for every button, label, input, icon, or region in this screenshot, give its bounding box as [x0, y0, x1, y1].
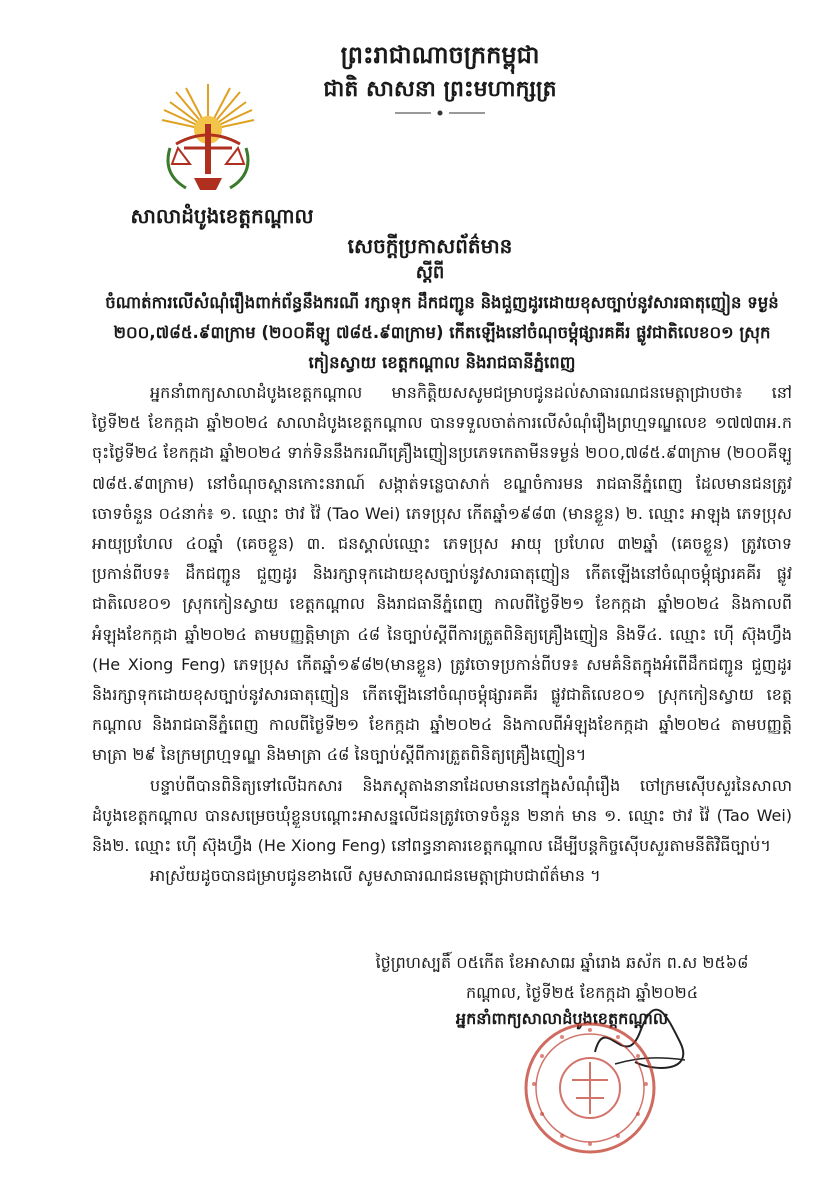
body-paragraph: អ្នកនាំពាក្យសាលាដំបូងខេត្តកណ្តាល មានកិត្តិយសសូមជម្រាបជូនដល់សាធារណជនមេត្តាជ្រាបថា៖ នៅថ្ងៃទី២៥ ខែកក្កដា ឆ្នាំ២០២៤ សាលាដំបូងខេត្តកណ្តាល បានទទួលចាត់ការលើសំណុំរឿងព្រហ្មទណ្ឌលេខ ១៧៧៣អ.ក ចុះថ្ងៃទី២៤ ខែកក្កដា ឆ្នាំ២០២៤ ទាក់ទិននឹងករណីគ្រឿងញៀនប្រភេទកេតាមីនទម្ងន់ ២០០,៧៨៥.៩៣ក្រាម (២០០គីឡូ ៧៨៥.៩៣ក្រាម) នៅចំណុចស្ពានកោះនរាណ៍ សង្កាត់ទន្លេបាសាក់ ខណ្ឌចំការមន រាជធានីភ្នំពេញ ដែលមានជនត្រូវចោទចំនួន ០៤នាក់៖ ១. ឈ្មោះ ថាវ វ៉ៃ (Tao Wei) ភេទប្រុស កើតឆ្នាំ១៩៨៣ (មានខ្លួន) ២. ឈ្មោះ អាឡុង ភេទប្រុស អាយុប្រហែល ៤០ឆ្នាំ (គេចខ្លួន) ៣. ជនស្គាល់ឈ្មោះ ភេទប្រុស អាយុ ប្រហែល ៣២ឆ្នាំ (គេចខ្លួន) ត្រូវចោទប្រកាន់ពីបទ៖ ដឹកជញ្ជូន ជួញដូរ និងរក្សាទុកដោយខុសច្បាប់នូវសារធាតុញៀន កើតឡើងនៅចំណុចម្តុំផ្សារគគីរ ផ្លូវជាតិលេខ០១ ស្រុកកៀនស្វាយ ខេត្តកណ្តាល និងរាជធានីភ្នំពេញ កាលពីថ្ងៃទី២១ ខែកក្កដា ឆ្នាំ២០២៤ និងកាលពីអំឡុងខែកក្កដា ឆ្នាំ២០២៤ តាមបញ្ញត្តិមាត្រា ៤៨ នៃច្បាប់ស្តីពីការត្រួតពិនិត្យគ្រឿងញៀន និងទី៤. ឈ្មោះ ហ៊ើ ស៊ុងហ្វឹង (He Xiong Feng) ភេទប្រុស កើតឆ្នាំ១៩៨២(មានខ្លួន) ត្រូវចោទប្រកាន់ពីបទ៖ សមគំនិតក្នុងអំពើដឹកជញ្ជូន ជួញដូរ និងរក្សាទុកដោយខុសច្បាប់នូវសារធាតុញៀន កើតឡើងនៅចំណុចម្តុំផ្សារគគីរ ផ្លូវជាតិលេខ០១ ស្រុកកៀនស្វាយ ខេត្តកណ្តាល និងរាជធានីភ្នំពេញ កាលពីថ្ងៃទី២១ ខែកក្កដា ឆ្នាំ២០២៤ និងកាលពីអំឡុងខែកក្កដា ឆ្នាំ២០២៤ តាមបញ្ញត្តិមាត្រា ២៩ នៃក្រមព្រហ្មទណ្ឌ និងមាត្រា ៤៨ នៃច្បាប់ស្តីពីការត្រួតពិនិត្យគ្រឿងញៀន។: [92, 383, 793, 765]
official-seal-icon: [520, 1018, 660, 1158]
document-subtitle: ស្តីពី: [415, 262, 445, 283]
body-paragraph: អាស្រ័យដូចបានជម្រាបជូនខាងលើ សូមសាធារណជនមេត្តាជ្រាបជាព័ត៌មាន ។: [150, 866, 601, 886]
date-place: កណ្តាល, ថ្ងៃទី២៥ ខែកក្កដា ឆ្នាំ២០២៤: [465, 983, 699, 1002]
issuing-court: សាលាដំបូងខេត្តកណ្តាល: [130, 204, 314, 228]
body-paragraph: បន្ទាប់ពីបានពិនិត្យទៅលើឯកសារ និងភស្តុតាងនានាដែលមាននៅក្នុងសំណុំរឿង ចៅក្រមស៊ើបសួរនៃសាលាដំបូងខេត្តកណ្តាល បានសម្រេចឃុំខ្លួនបណ្តោះអាសន្នលើជនត្រូវចោទចំនួន ២នាក់ មាន ១. ឈ្មោះ ថាវ វ៉ៃ (Tao Wei) និង២. ឈ្មោះ ហ៊ើ ស៊ុងហ្វឹង (He Xiong Feng) នៅពន្ធនាគារខេត្តកណ្តាល ដើម្បីបន្តកិច្ចស៊ើបសួរតាមនីតិវិធីច្បាប់។: [92, 775, 793, 856]
document-title: សេចក្តីប្រកាសព័ត៌មាន: [347, 234, 513, 258]
ornament-divider: [395, 110, 485, 116]
court-emblem-icon: [156, 78, 261, 198]
national-motto: ជាតិ សាសនា ព្រះមហាក្សត្រ: [323, 77, 557, 102]
document-body: [92, 378, 792, 891]
kingdom-heading: ព្រះរាជាណាចក្រកម្ពុជា: [340, 41, 540, 69]
document-subject: ចំណាត់ការលើសំណុំរឿងពាក់ព័ន្ធនឹងករណី រក្សាទុក ដឹកជញ្ជូន និងជួញដូរដោយខុសច្បាប់នូវសារធាតុញៀន ទម្ងន់ ២០០,៧៨៥.៩៣ក្រាម (២០០គីឡូ ៧៨៥.៩៣ក្រាម) កើតឡើងនៅចំណុចម្តុំផ្សារគគីរ ផ្លូវជាតិលេខ០១ ស្រុកកៀនស្វាយ ខេត្តកណ្តាល និងរាជធានីភ្នំពេញ: [105, 293, 779, 372]
signatory-title: អ្នកនាំពាក្យសាលាដំបូងខេត្តកណ្តាល: [455, 1009, 669, 1028]
lunar-date: ថ្ងៃព្រហស្បតិ៍ ០៥កើត ខែអាសាឍ ឆ្នាំរោង ឆស័ក ព.ស ២៥៦៨: [375, 953, 749, 972]
